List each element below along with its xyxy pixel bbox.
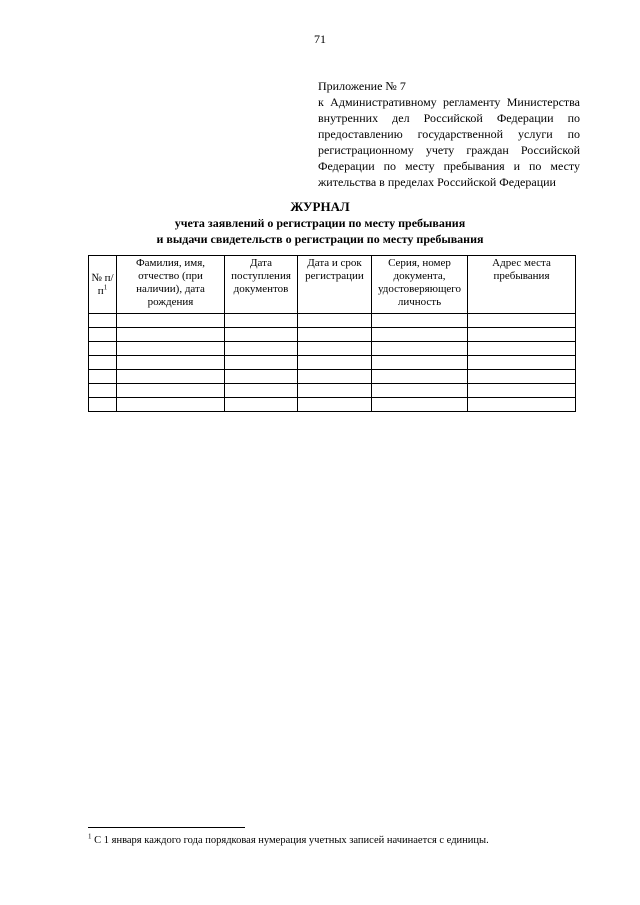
journal-subtitle-line1: учета заявлений о регистрации по месту пребывания [174,216,466,230]
table-cell [225,314,298,328]
header-registration: Дата и срок регистрации [298,256,372,314]
appendix-text: к Административному регламенту Министерства внутренних дел Российской Федерации по предоставлению государственной услуги по регистрационному учету граждан Российской Федерации по месту пребывания и по месту жительства в пределах Российской Федерации [318,95,580,189]
header-received: Дата поступления документов [225,256,298,314]
table-cell [298,314,372,328]
footnote-divider [88,827,245,828]
table-cell [89,328,117,342]
table-cell [468,356,576,370]
table-row [89,356,576,370]
table-cell [117,398,225,412]
header-num [89,256,117,314]
table-cell [298,398,372,412]
table-cell [89,342,117,356]
table-cell [89,384,117,398]
table-row [89,314,576,328]
header-name: Фамилия, имя, отчество (при наличии), дата рождения [117,256,225,314]
table-row [89,398,576,412]
table-cell [117,370,225,384]
table-cell [468,370,576,384]
journal-subtitle-line2: и выдачи свидетельств о регистрации по месту пребывания [156,232,484,246]
table-cell [372,314,468,328]
table-row [89,342,576,356]
table-row [89,370,576,384]
table-cell [225,398,298,412]
table-row [89,384,576,398]
journal-title-block [0,199,640,247]
table-cell [468,328,576,342]
footnote-text: С 1 января каждого года порядковая нумерация учетных записей начинается с единицы. [94,835,489,846]
header-num-label: № п/п [91,272,114,297]
header-num-footnote-mark: 1 [103,283,108,292]
table-cell [89,398,117,412]
table-cell [298,356,372,370]
table-cell [117,356,225,370]
table-row [89,328,576,342]
table-cell [117,314,225,328]
journal-title: ЖУРНАЛ [290,199,350,214]
footnote-mark: 1 [88,832,92,841]
table-cell [372,384,468,398]
table-cell [468,398,576,412]
table-cell [225,370,298,384]
table-cell [372,328,468,342]
table-cell [298,328,372,342]
table-header-row [89,256,576,314]
journal-table [88,255,576,412]
table-cell [89,356,117,370]
table-cell [117,342,225,356]
table-cell [89,370,117,384]
table-cell [225,356,298,370]
table-cell [468,314,576,328]
table-cell [372,398,468,412]
table-cell [117,384,225,398]
table-cell [225,342,298,356]
header-address: Адрес места пребывания [468,256,576,314]
table-cell [117,328,225,342]
footnote [88,834,568,847]
header-document: Серия, номер документа, удостоверяющего личность [372,256,468,314]
appendix-title: Приложение № 7 [318,79,406,93]
table-cell [372,370,468,384]
table-cell [298,384,372,398]
table-cell [372,342,468,356]
table-cell [298,342,372,356]
table-cell [225,328,298,342]
table-cell [372,356,468,370]
table-cell [468,342,576,356]
appendix-block [318,78,580,190]
page-number: 71 [314,32,326,46]
table-cell [89,314,117,328]
table-cell [298,370,372,384]
table-body [89,314,576,412]
table-cell [468,384,576,398]
table-cell [225,384,298,398]
